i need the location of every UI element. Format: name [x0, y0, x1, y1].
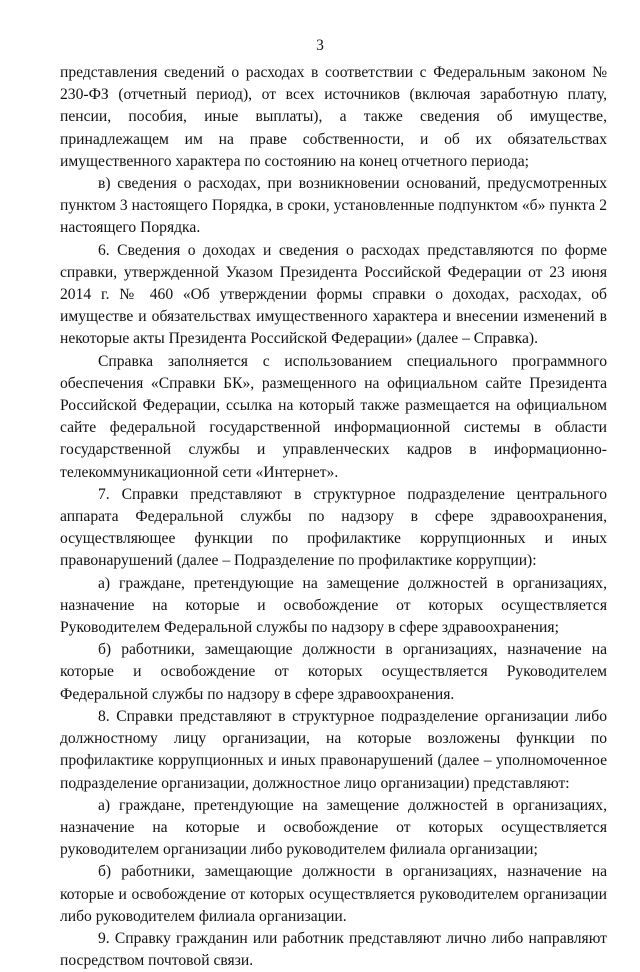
page-number: 3 — [316, 37, 324, 54]
paragraph-8-item-b: б) работники, замещающие должности в организациях, назначение на которые и освобождение от которых осуществляется руководителем организации либо руководителем филиала организации. — [60, 863, 607, 925]
paragraph-continuation: представления сведений о расходах в соответствии с Федеральным законом № 230-ФЗ (отчетный период), от всех источников (включая заработную плату, пенсии, пособия, иные выплаты), а также сведения об имуществе, принадлежащем им на праве собственности, и об их обязательствах имущественного характера по состоянию на конец отчетного периода; — [60, 64, 607, 170]
paragraph-spravka: Справка заполняется с использованием специального программного обеспечения «Справки БК», размещенного на официальном сайте Президента Российской Федерации, ссылка на который также размещается на официальном сайте федеральной государственной информационной системы в области государственной службы и управленческих кадров в информационно-телекоммуникационной сети «Интернет». — [60, 352, 607, 481]
paragraph-7-item-b: б) работники, замещающие должности в организациях, назначение на которые и освобождение от которых осуществляется Руководителем Федеральной службы по надзору в сфере здравоохранения. — [60, 641, 607, 703]
document-body — [60, 62, 607, 972]
paragraph-6: 6. Сведения о доходах и сведения о расходах представляются по форме справки, утвержденной Указом Президента Российской Федерации от 23 июня 2014 г. № 460 «Об утверждении формы справки о доходах, расходах, об имуществе и обязательствах имущественного характера и внесении изменений в некоторые акты Президента Российской Федерации» (далее – Справка). — [60, 241, 607, 348]
paragraph-8-item-a: а) граждане, претендующие на замещение должностей в организациях, назначение на которые и освобождение от которых осуществляется руководителем организации либо руководителем филиала организации; — [60, 796, 607, 859]
paragraph-8: 8. Справки представляют в структурное подразделение организации либо должностному лицу организации, на которые возложены функции по профилактике коррупционных и иных правонарушений (далее – уполномоченное подразделение организации, должностное лицо организации) представляют: — [60, 707, 607, 792]
paragraph-7-item-a: а) граждане, претендующие на замещение должностей в организациях, назначение на которые и освобождение от которых осуществляется Руководителем Федеральной службы по надзору в сфере здравоохранения; — [60, 574, 607, 637]
paragraph-item-v: в) сведения о расходах, при возникновении оснований, предусмотренных пунктом 3 настоящего Порядка, в сроки, установленные подпунктом «б» пункта 2 настоящего Порядка. — [60, 175, 607, 237]
paragraph-9: 9. Справку гражданин или работник представляют лично либо направляют посредством почтовой связи. — [60, 929, 607, 970]
paragraph-7: 7. Справки представляют в структурное подразделение центрального аппарата Федеральной службы по надзору в сфере здравоохранения, осуществляющее функции по профилактике коррупционных и иных правонарушений (далее – Подразделение по профилактике коррупции): — [60, 485, 607, 570]
